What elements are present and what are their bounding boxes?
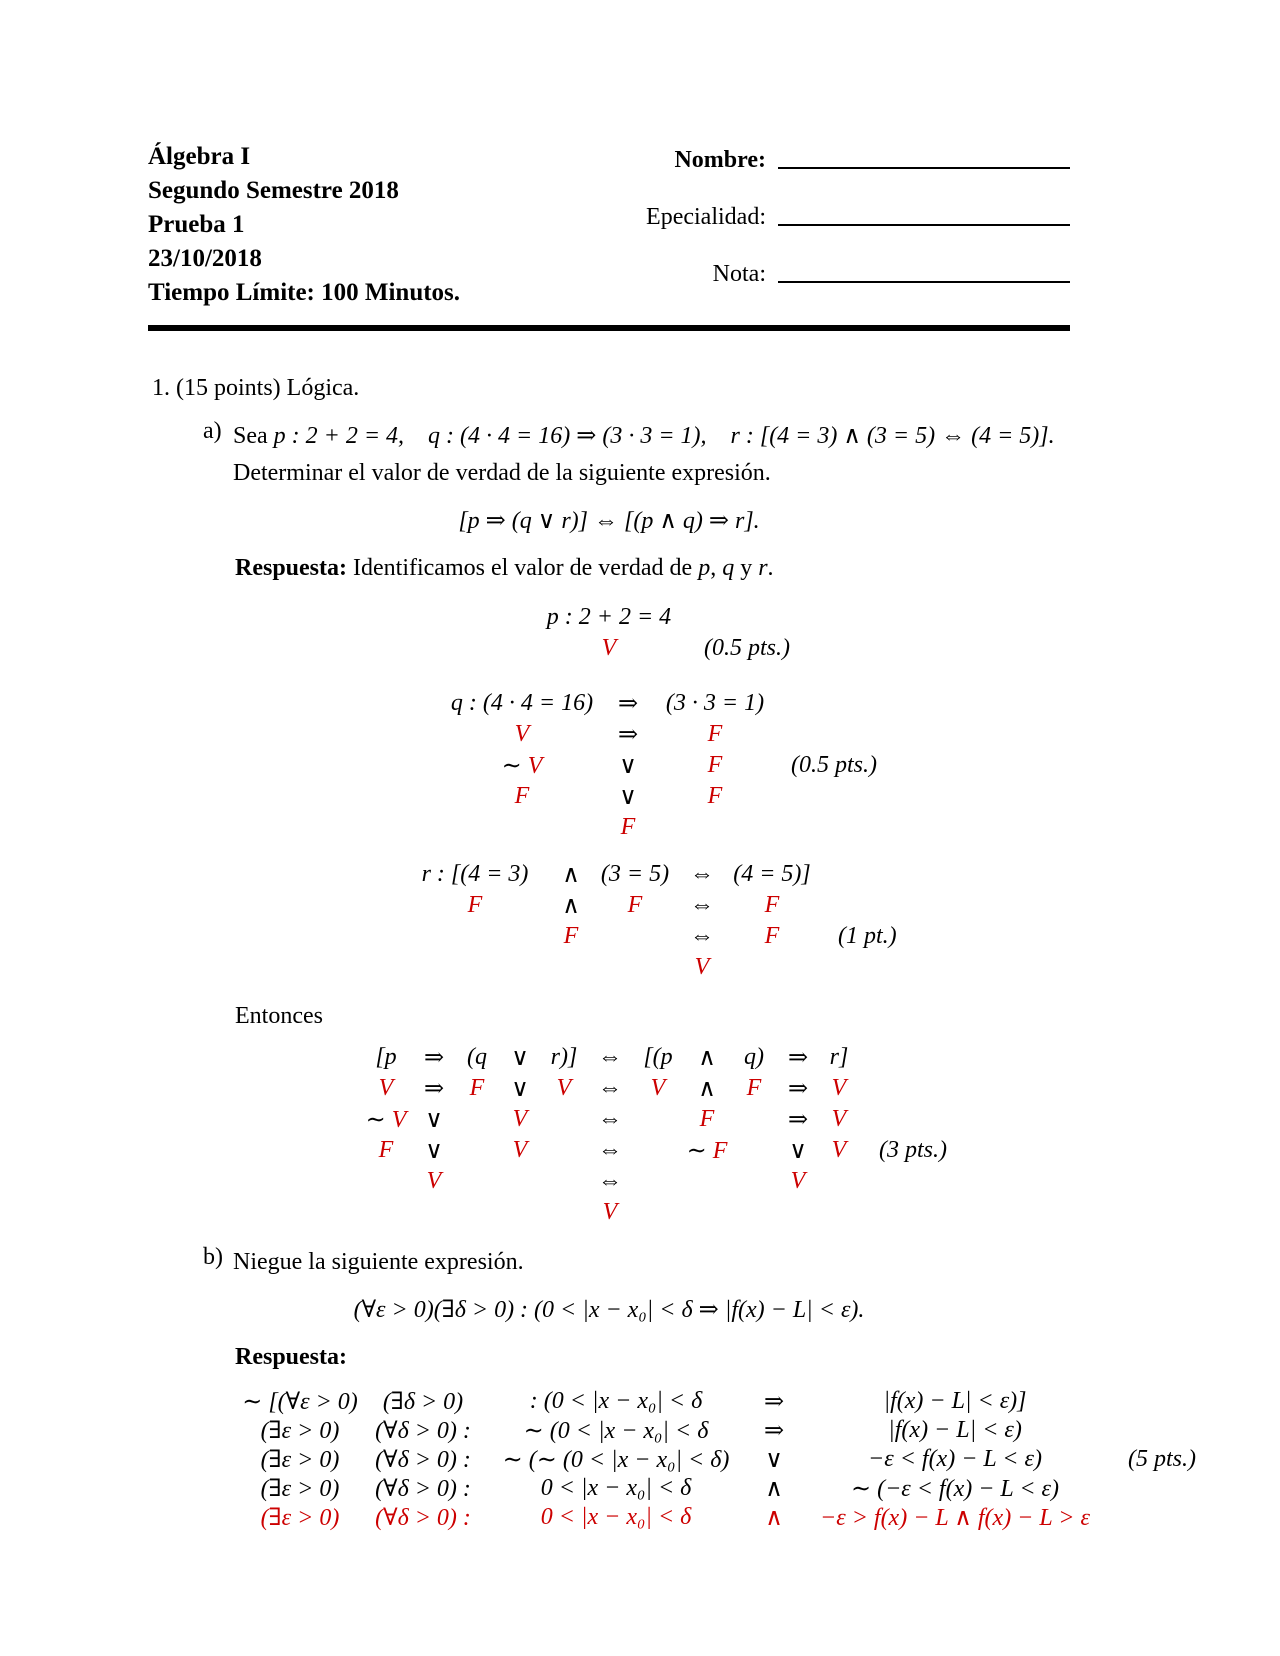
cell-segment: ⇒ — [787, 1107, 809, 1133]
cell-segment: F — [764, 892, 780, 918]
name-blank-line — [778, 167, 1070, 169]
cell-segment: 0 < |x − x₀| < δ — [540, 1475, 692, 1501]
part-a-statement-line2: Determinar el valor de verdad de la siguiente expresión. — [233, 460, 771, 486]
truth-table-cell — [820, 1503, 1090, 1532]
truth-table-cell — [425, 1136, 443, 1165]
cell-segment: ⇔ — [598, 1168, 622, 1194]
truth-table-cell — [422, 861, 529, 888]
truth-table-row — [534, 633, 790, 664]
time-limit: Tiempo Límite: 100 Minutos. — [148, 279, 461, 306]
truth-table-cell — [687, 1136, 728, 1165]
truth-table-row — [359, 1135, 947, 1166]
truth-table-cell — [764, 1416, 784, 1445]
cell-segment: ∧ — [698, 1076, 716, 1102]
text-segment: r : [(4 = 3) ∧ (3 = 5) ⇔ (4 = 5)]. — [730, 423, 1055, 449]
truth-table-cell — [261, 1503, 340, 1532]
truth-table-row — [240, 1503, 1108, 1532]
cell-segment: q : (4 · 4 = 16) — [450, 690, 594, 716]
truth-table-cell — [427, 1168, 442, 1195]
truth-table-cell — [375, 1445, 471, 1474]
entonces-label: Entonces — [235, 1003, 323, 1029]
truth-table-cell — [375, 1503, 471, 1532]
grade-field — [646, 256, 1070, 288]
part-a — [148, 418, 1070, 492]
cell-segment: F — [469, 1075, 485, 1101]
cell-segment: ⇔ — [598, 1075, 622, 1101]
truth-table-cell — [524, 1416, 709, 1445]
truth-table-cell — [832, 1106, 847, 1133]
truth-table-cell — [618, 689, 638, 718]
truth-table-cell — [695, 954, 710, 981]
cell-segment: ∧ — [765, 1476, 783, 1502]
truth-table-cell — [700, 1106, 715, 1133]
cell-segment: ⇔ — [690, 892, 714, 918]
points-note: (3 pts.) — [879, 1137, 947, 1163]
cell-segment: q) — [744, 1044, 764, 1070]
part-b-respuesta-label: Respuesta: — [235, 1344, 347, 1370]
truth-table-cell — [619, 782, 637, 811]
truth-table-cell — [261, 1416, 340, 1445]
cell-segment: |f(x) − L| < ε) — [888, 1417, 1022, 1443]
truth-table-row — [447, 781, 771, 812]
cell-segment: (∀δ > 0) : — [375, 1476, 471, 1502]
truth-table-cell — [618, 720, 638, 749]
grade-blank-line — [778, 281, 1070, 283]
cell-segment: F — [514, 783, 530, 809]
truth-table-row — [359, 1073, 859, 1104]
cell-segment: 0 < |x − x₀| < δ — [540, 1504, 692, 1530]
cell-segment: ⇒ — [423, 1045, 445, 1071]
cell-segment: F — [764, 923, 780, 949]
cell-segment: ⇒ — [763, 1389, 785, 1415]
truth-table-cell — [832, 1137, 847, 1164]
truth-table-cell — [883, 1388, 1026, 1415]
cell-segment: ∧ — [562, 862, 580, 888]
part-b-body — [233, 1244, 1070, 1281]
cell-segment: F — [712, 1138, 728, 1164]
truth-table-cell — [547, 604, 671, 631]
cell-segment: (∃δ > 0) — [382, 1389, 464, 1415]
exam-header — [148, 140, 1070, 313]
truth-table-cell — [698, 1043, 716, 1072]
cell-segment: V — [512, 1137, 528, 1163]
truth-table-cell — [562, 860, 580, 889]
negation-derivation-table — [240, 1387, 1196, 1532]
cell-segment: (∃ε > 0) — [260, 1476, 340, 1502]
truth-table-row — [240, 1416, 1108, 1445]
cell-segment: ∼ (0 < |x − x₀| < δ — [523, 1418, 709, 1444]
truth-table-cell — [503, 1445, 730, 1474]
truth-table-cell — [468, 892, 483, 919]
cell-segment: F — [707, 783, 723, 809]
truth-table-cell — [708, 721, 723, 748]
text-segment: , — [710, 555, 723, 581]
exam-name: Prueba 1 — [148, 211, 245, 238]
truth-table-row — [534, 602, 684, 633]
truth-table-cell — [424, 1043, 444, 1072]
truth-table-cell — [515, 721, 530, 748]
truth-table-cell — [698, 1074, 716, 1103]
cell-segment: ∨ — [511, 1076, 529, 1102]
problem-title: 1. (15 points) Lógica. — [152, 375, 360, 401]
truth-table-row — [447, 688, 771, 719]
cell-segment: ∼ [(∀ε > 0) — [242, 1389, 358, 1415]
cell-segment: (∃ε > 0) — [260, 1418, 340, 1444]
truth-table-cell — [530, 1388, 703, 1415]
truth-table-row — [400, 859, 818, 890]
cell-segment: ⇒ — [787, 1076, 809, 1102]
truth-table-cell — [470, 1075, 485, 1102]
truth-table-cell — [511, 1074, 529, 1103]
cell-segment: V — [650, 1075, 666, 1101]
cell-segment: r] — [829, 1044, 849, 1070]
cell-segment: ∼ — [365, 1107, 392, 1133]
text-segment: p : 2 + 2 = 4, — [273, 423, 405, 449]
truth-table-row — [447, 812, 771, 843]
truth-table-cell — [765, 1503, 783, 1532]
cell-segment: ∨ — [425, 1107, 443, 1133]
truth-table-cell — [708, 752, 723, 779]
truth-table-cell — [375, 1474, 471, 1503]
cell-segment: V — [602, 1199, 618, 1225]
cell-segment: ∼ — [501, 753, 528, 779]
cell-segment: ⇔ — [690, 861, 714, 887]
truth-table-cell — [557, 1075, 572, 1102]
cell-segment: V — [378, 1075, 394, 1101]
name-field — [646, 142, 1070, 174]
points-note: (1 pt.) — [838, 923, 897, 949]
truth-table-cell — [868, 1446, 1042, 1473]
cell-segment: ∧ — [698, 1045, 716, 1071]
truth-table-cell — [513, 1137, 528, 1164]
truth-table-cell — [788, 1074, 808, 1103]
truth-table-cell — [788, 1043, 808, 1072]
cell-segment: F — [707, 752, 723, 778]
truth-table-cell — [451, 690, 593, 717]
cell-segment: [p — [375, 1044, 397, 1070]
part-a-statement — [233, 418, 1070, 455]
cell-segment: V — [556, 1075, 572, 1101]
truth-table-row — [359, 1042, 859, 1073]
cell-segment: (4 = 5)] — [733, 861, 811, 887]
text-segment: . — [767, 555, 774, 581]
truth-table-cell — [562, 891, 580, 920]
part-a-display-formula: [p ⇒ (q ∨ r)] ⇔ [(p ∧ q) ⇒ r]. — [458, 508, 760, 534]
cell-segment: (3 · 3 = 1) — [665, 690, 765, 716]
course-title: Álgebra I — [148, 143, 251, 170]
cell-segment: V — [694, 954, 710, 980]
cell-segment: V — [527, 753, 543, 779]
truth-table-cell — [598, 1168, 622, 1195]
truth-table-cell — [467, 1044, 487, 1071]
truth-table-cell — [601, 861, 669, 888]
truth-table-cell — [788, 1105, 808, 1134]
truth-table-cell — [383, 1387, 463, 1416]
cell-segment: ∨ — [619, 784, 637, 810]
truth-table-cell — [747, 1075, 762, 1102]
cell-segment: (3 = 5) — [600, 861, 670, 887]
truth-table-row — [359, 1104, 859, 1135]
truth-table-cell — [765, 1445, 783, 1474]
cell-segment: : (0 < |x − x₀| < δ — [529, 1388, 703, 1414]
cell-segment: V — [831, 1075, 847, 1101]
text-segment: q — [722, 555, 735, 581]
text-segment: y — [734, 555, 759, 581]
cell-segment: F — [699, 1106, 715, 1132]
truth-table-cell — [603, 1199, 618, 1226]
cell-segment: (∃ε > 0) — [260, 1505, 340, 1531]
text-segment: q : (4 · 4 = 16) ⇒ (3 · 3 = 1), — [428, 423, 707, 449]
cell-segment: r)] — [550, 1044, 578, 1070]
part-b-display-formula: (∀ε > 0)(∃δ > 0) : (0 < |x − x₀| < δ ⇒ |f(x) − L| < ε). — [353, 1297, 865, 1323]
truth-table-row — [240, 1387, 1108, 1416]
truth-table-cell — [541, 1475, 692, 1502]
truth-table-row — [447, 719, 771, 750]
cell-segment: ⇒ — [617, 691, 639, 717]
semester-line: Segundo Semestre 2018 — [148, 177, 399, 204]
truth-table-cell — [690, 892, 714, 919]
truth-table-cell — [764, 1387, 784, 1416]
truth-table-row — [400, 952, 818, 983]
text-segment: Sea — [233, 423, 274, 449]
truth-table-cell — [598, 1137, 622, 1164]
cell-segment: F — [467, 892, 483, 918]
cell-segment: ∨ — [765, 1447, 783, 1473]
truth-table-cell — [541, 1504, 692, 1531]
truth-table-cell — [708, 783, 723, 810]
truth-table-row — [447, 750, 877, 781]
text-segment — [707, 423, 731, 449]
truth-table-cell — [643, 1044, 672, 1071]
truth-table-cell — [888, 1417, 1022, 1444]
cell-segment: V — [391, 1107, 407, 1133]
cell-segment: (∀δ > 0) : — [375, 1447, 471, 1473]
truth-table-cell — [513, 1106, 528, 1133]
cell-segment: V — [831, 1106, 847, 1132]
text-segment: r — [758, 555, 768, 581]
cell-segment: −ε > f(x) − L ∧ f(x) − L > ε — [820, 1505, 1090, 1531]
cell-segment: ∨ — [425, 1138, 443, 1164]
truth-table-cell — [598, 1106, 622, 1133]
cell-segment: V — [790, 1168, 806, 1194]
truth-table-cell — [242, 1387, 358, 1416]
r-truth-table — [400, 859, 897, 983]
points-note: (5 pts.) — [1128, 1446, 1196, 1472]
part-b — [148, 1244, 1070, 1281]
cell-segment: ∨ — [789, 1138, 807, 1164]
cell-segment: ⇔ — [598, 1106, 622, 1132]
cell-segment: (∀δ > 0) : — [375, 1505, 471, 1531]
cell-segment: ⇔ — [598, 1137, 622, 1163]
cell-segment: ∨ — [619, 753, 637, 779]
cell-segment: F — [620, 814, 636, 840]
truth-table-cell — [832, 1075, 847, 1102]
part-a-body — [233, 418, 1070, 492]
truth-table-cell — [261, 1474, 340, 1503]
truth-table-cell — [511, 1043, 529, 1072]
cell-segment: F — [378, 1137, 394, 1163]
cell-segment: r : [(4 = 3) — [421, 861, 529, 887]
cell-segment: ⇔ — [598, 1044, 622, 1070]
truth-table-cell — [424, 1074, 444, 1103]
text-segment — [404, 423, 428, 449]
truth-table-cell — [375, 1416, 471, 1445]
truth-table-cell — [602, 635, 617, 662]
grade-label: Nota: — [712, 261, 766, 287]
truth-table-cell — [744, 1044, 764, 1071]
cell-segment: p : 2 + 2 = 4 — [546, 604, 672, 630]
truth-table-cell — [789, 1136, 807, 1165]
cell-segment: V — [512, 1106, 528, 1132]
truth-table-cell — [515, 783, 530, 810]
specialty-field — [646, 199, 1070, 231]
text-segment: p — [698, 555, 711, 581]
truth-table-cell — [765, 892, 780, 919]
cell-segment: ∧ — [765, 1505, 783, 1531]
q-truth-table — [447, 688, 877, 843]
cell-segment: (q — [467, 1044, 487, 1070]
cell-segment: ∼ (−ε < f(x) − L < ε) — [850, 1476, 1059, 1502]
cell-segment: ⇒ — [763, 1418, 785, 1444]
truth-table-row — [400, 890, 818, 921]
truth-table-row — [359, 1197, 859, 1228]
cell-segment: F — [707, 721, 723, 747]
cell-segment: ∼ — [686, 1138, 713, 1164]
text-segment: Identificamos el valor de verdad de — [347, 555, 699, 581]
student-fields — [646, 140, 1070, 313]
cell-segment: ∨ — [511, 1045, 529, 1071]
cell-segment: V — [514, 721, 530, 747]
truth-table-row — [240, 1474, 1108, 1503]
truth-table-cell — [733, 861, 811, 888]
header-rule — [148, 325, 1070, 331]
cell-segment: (∀δ > 0) : — [375, 1418, 471, 1444]
cell-segment: F — [746, 1075, 762, 1101]
cell-segment: V — [601, 635, 617, 661]
cell-segment: ⇒ — [787, 1045, 809, 1071]
truth-table-cell — [619, 751, 637, 780]
truth-table-cell — [791, 1168, 806, 1195]
truth-table-cell — [666, 690, 764, 717]
truth-table-cell — [628, 892, 643, 919]
part-a-respuesta — [235, 555, 1070, 582]
truth-table-cell — [366, 1105, 407, 1134]
truth-table-cell — [502, 751, 543, 780]
truth-table-cell — [621, 814, 636, 841]
specialty-label: Epecialidad: — [646, 204, 766, 230]
cell-segment: V — [831, 1137, 847, 1163]
truth-table-cell — [375, 1044, 396, 1071]
cell-segment: |f(x) − L| < ε)] — [883, 1388, 1027, 1414]
cell-segment: [(p — [643, 1044, 673, 1070]
truth-table-cell — [551, 1044, 578, 1071]
p-truth-table — [534, 602, 790, 664]
cell-segment: (∃ε > 0) — [260, 1447, 340, 1473]
part-b-statement: Niegue la siguiente expresión. — [233, 1249, 524, 1275]
main-truth-table — [359, 1042, 947, 1228]
truth-table-cell — [379, 1137, 394, 1164]
truth-table-cell — [598, 1044, 622, 1071]
cell-segment: ∼ (∼ (0 < |x − x₀| < δ) — [502, 1447, 730, 1473]
cell-segment: V — [426, 1168, 442, 1194]
truth-table-cell — [425, 1105, 443, 1134]
name-label: Nombre: — [674, 147, 766, 173]
truth-table-cell — [851, 1474, 1059, 1503]
course-info — [148, 140, 460, 313]
truth-table-cell — [830, 1044, 849, 1071]
specialty-blank-line — [778, 224, 1070, 226]
truth-table-cell — [651, 1075, 666, 1102]
truth-table-cell — [690, 923, 714, 950]
cell-segment: ⇒ — [617, 722, 639, 748]
cell-segment: F — [563, 923, 579, 949]
truth-table-row — [400, 921, 897, 952]
truth-table-cell — [765, 1474, 783, 1503]
truth-table-cell — [564, 923, 579, 950]
cell-segment: ⇔ — [690, 923, 714, 949]
truth-table-cell — [690, 861, 714, 888]
part-a-label: a) — [203, 418, 222, 444]
points-note: (0.5 pts.) — [791, 752, 877, 778]
truth-table-row — [359, 1166, 859, 1197]
cell-segment: F — [627, 892, 643, 918]
truth-table-row — [240, 1445, 1196, 1474]
cell-segment: ⇒ — [423, 1076, 445, 1102]
text-segment: Respuesta: — [235, 555, 347, 581]
part-b-label: b) — [203, 1244, 223, 1270]
truth-table-cell — [379, 1075, 394, 1102]
truth-table-cell — [765, 923, 780, 950]
truth-table-cell — [261, 1445, 340, 1474]
truth-table-cell — [598, 1075, 622, 1102]
cell-segment: ∧ — [562, 893, 580, 919]
exam-date: 23/10/2018 — [148, 245, 262, 272]
points-note: (0.5 pts.) — [704, 635, 790, 661]
cell-segment: −ε < f(x) − L < ε) — [868, 1446, 1042, 1472]
